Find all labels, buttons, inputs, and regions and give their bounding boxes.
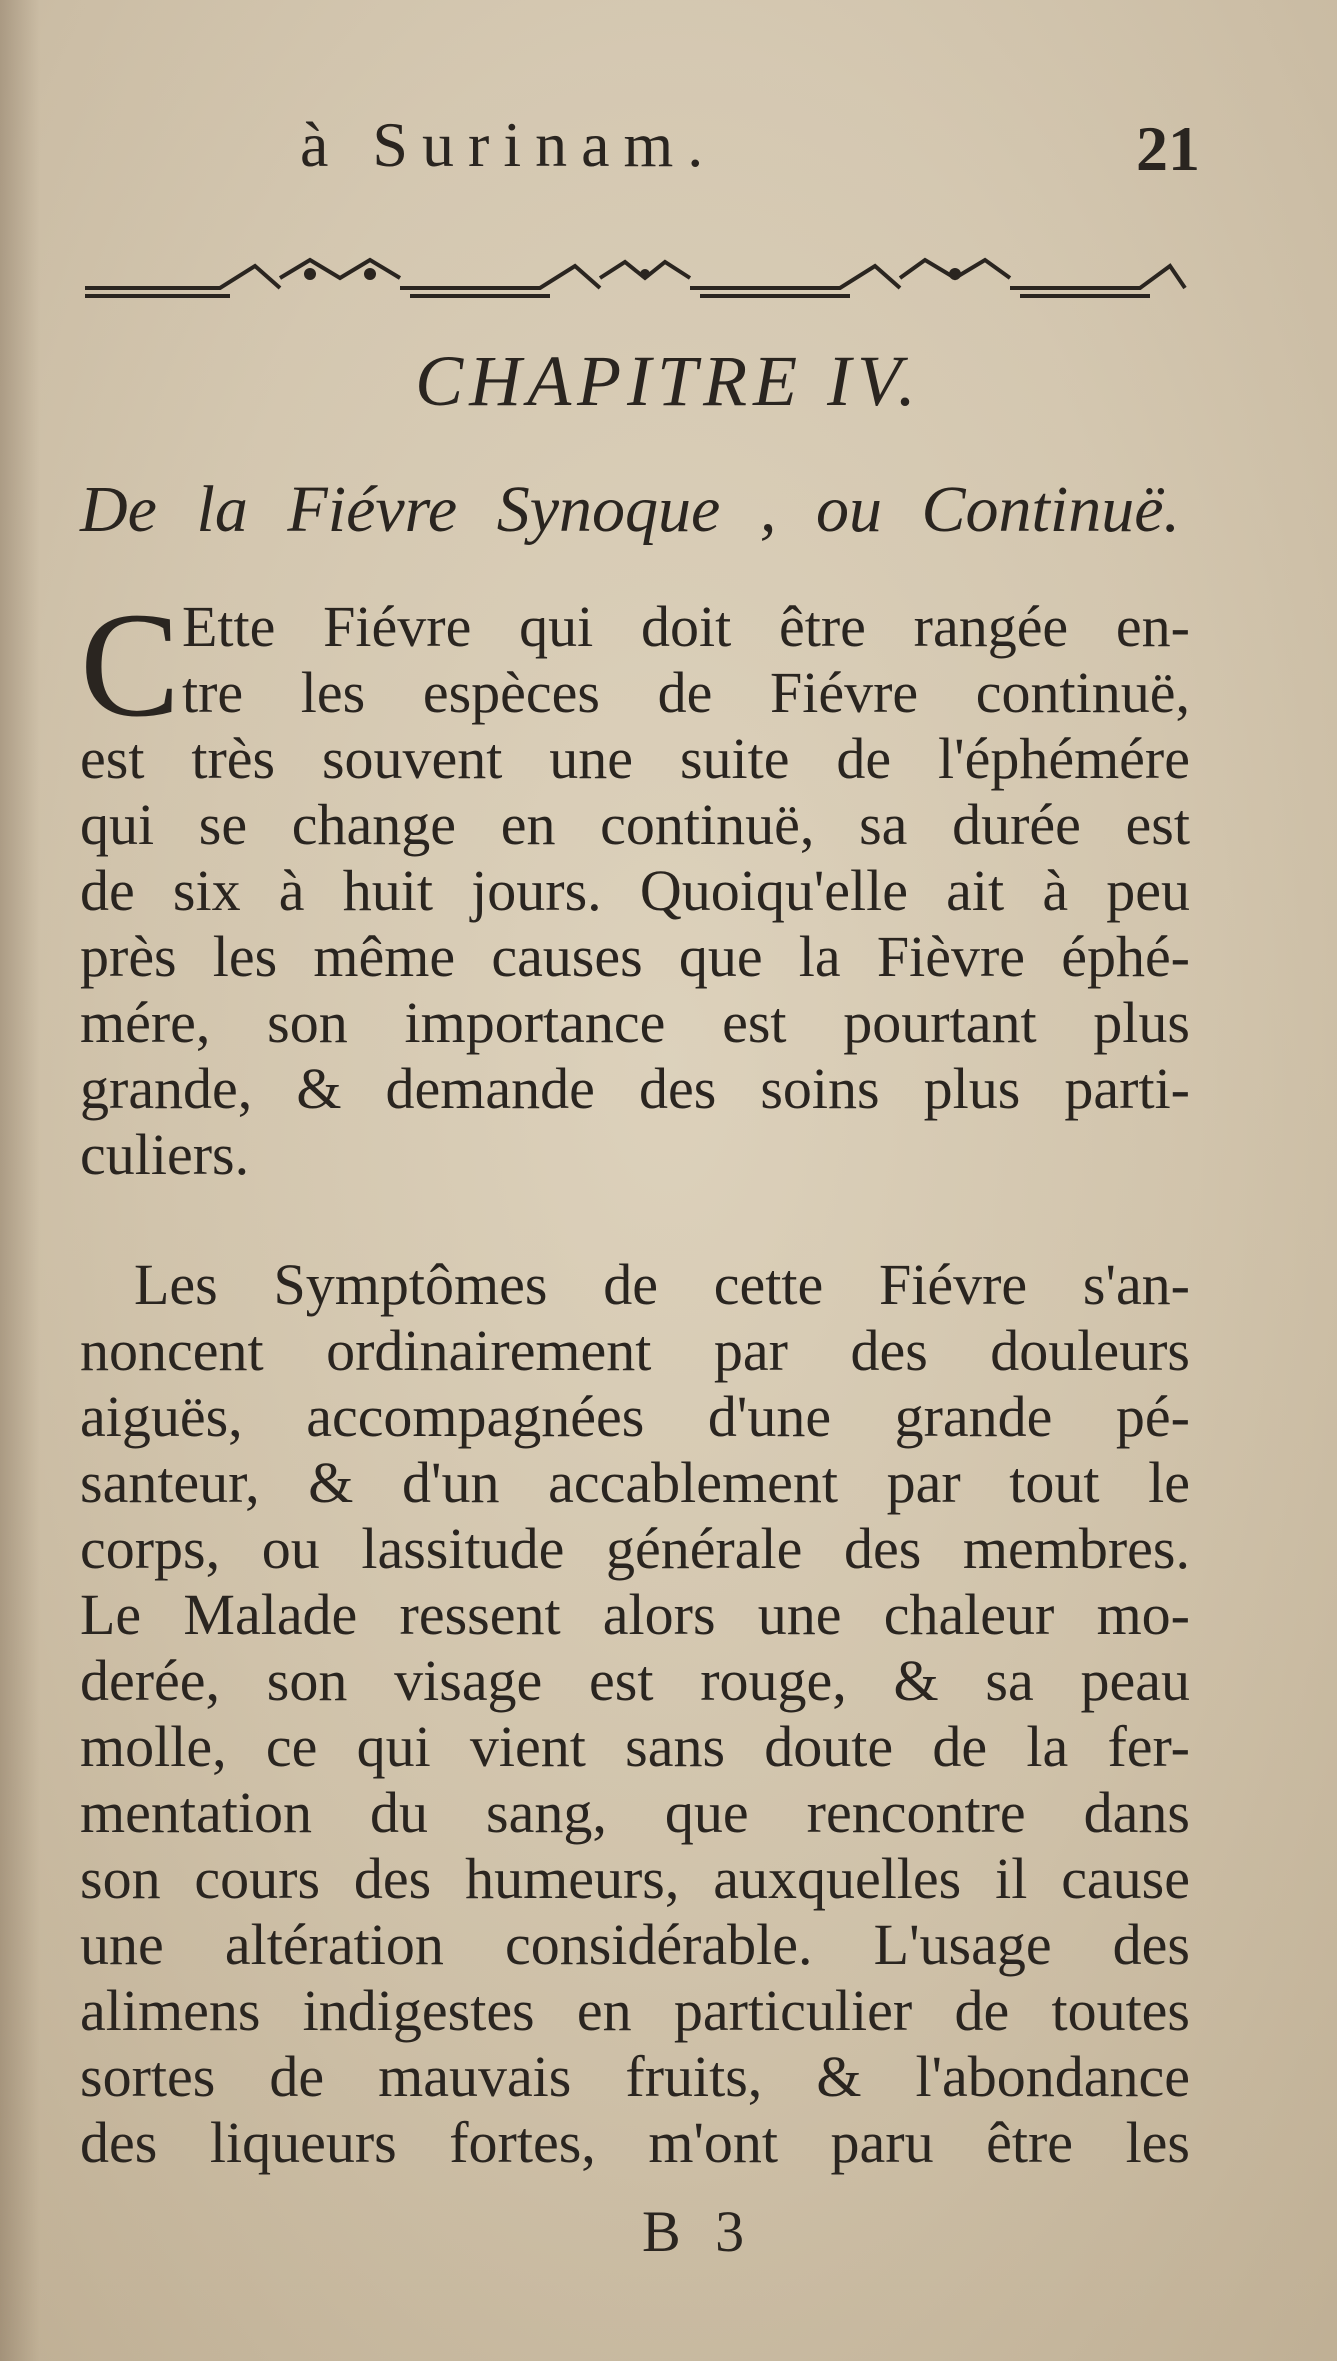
text-line: qui se change en continuë, sa durée est — [80, 792, 1190, 857]
text-line: Ette Fiévre qui doit être rangée en- — [182, 594, 1190, 659]
drop-cap: C — [80, 582, 181, 748]
text-line: corps, ou lassitude générale des membres. — [80, 1516, 1190, 1581]
chapter-subtitle: De la Fiévre Synoque , ou Continuë. — [80, 473, 1180, 546]
text-line: santeur, & d'un accablement par tout le — [80, 1450, 1190, 1515]
decorative-ornament-band — [80, 248, 1190, 306]
text-line: aiguës, accompagnées d'une grande pé- — [80, 1384, 1190, 1449]
text-line: Les Symptômes de cette Fiévre s'an- — [134, 1252, 1190, 1317]
paragraph-2 — [80, 1252, 1190, 2176]
running-title: à Surinam. — [300, 109, 718, 180]
running-head — [300, 108, 1220, 198]
text-line: mentation du sang, que rencontre dans — [80, 1780, 1190, 1845]
paragraph-1 — [80, 582, 1190, 1188]
text-line: alimens indigestes en particulier de toutes — [80, 1978, 1190, 2043]
text-line: près les même causes que la Fièvre éphé- — [80, 924, 1190, 989]
text-line: sortes de mauvais fruits, & l'abondance — [80, 2044, 1190, 2109]
text-line: une altération considérable. L'usage des — [80, 1912, 1190, 1977]
text-line: est très souvent une suite de l'éphémére — [80, 726, 1190, 791]
page-number: 21 — [1136, 113, 1200, 184]
text-line: de six à huit jours. Quoiqu'elle ait à peu — [80, 858, 1190, 923]
text-line: mére, son importance est pourtant plus — [80, 990, 1190, 1055]
text-line: des liqueurs fortes, m'ont paru être les — [80, 2110, 1190, 2175]
text-line: tre les espèces de Fiévre continuë, — [182, 660, 1190, 725]
text-line: culiers. — [80, 1122, 250, 1187]
chapter-title: CHAPITRE IV. — [415, 341, 922, 421]
signature-mark: B 3 — [642, 2199, 755, 2264]
text-line: molle, ce qui vient sans doute de la fer- — [80, 1714, 1190, 1779]
text-line: noncent ordinairement par des douleurs — [80, 1318, 1190, 1383]
text-line: Le Malade ressent alors une chaleur mo- — [80, 1582, 1190, 1647]
text-line: son cours des humeurs, auxquelles il cause — [80, 1846, 1190, 1911]
text-line: derée, son visage est rouge, & sa peau — [80, 1648, 1190, 1713]
text-line: grande, & demande des soins plus parti- — [80, 1056, 1190, 1121]
